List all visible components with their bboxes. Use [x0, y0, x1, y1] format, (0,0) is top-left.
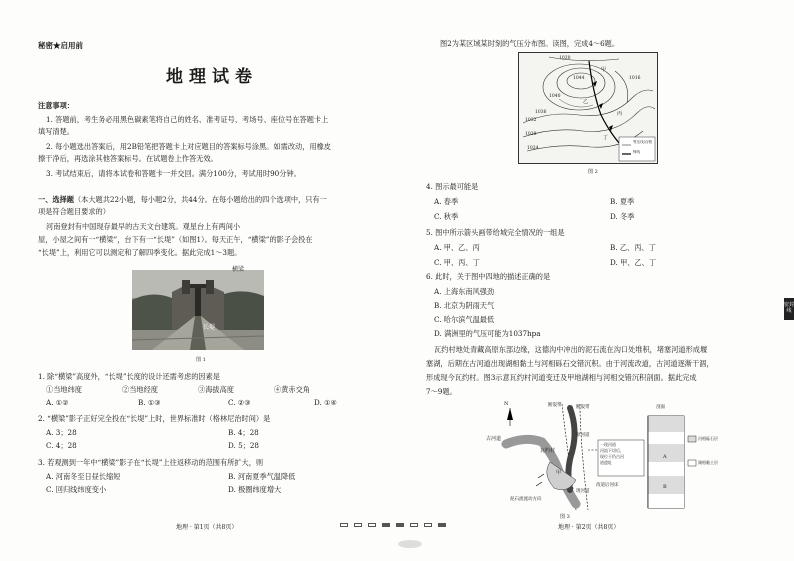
secret-label: 秘密★启用前	[38, 41, 83, 50]
isobar-label: 1040	[549, 94, 561, 99]
q3-option-a[interactable]: A. 河南冬至日昼长缩短	[46, 472, 121, 481]
village-label: 瓦约村	[540, 448, 556, 454]
exam-page-1	[28, 0, 396, 561]
q1-option-b[interactable]: B. ①③	[138, 398, 161, 407]
q6-option-b[interactable]: B. 北京为阴雨天气	[434, 301, 495, 310]
page-2-footer: 地理 · 第2页（共8页）	[558, 524, 620, 531]
question-1-stem: 1. 除“横梁”高度外，“长堤”长度的设计还需考虑的因素是	[38, 372, 220, 381]
legend-gravel: 河相砾石层	[698, 436, 718, 441]
q1-item: ③海拔高度	[198, 385, 234, 394]
north-label: N	[504, 401, 509, 407]
q5-option-c[interactable]: C. 甲、丙、丁	[434, 258, 480, 267]
q6-option-c[interactable]: C. 哈尔滨气温最低	[434, 315, 495, 324]
question-4-stem: 4. 图示最可能是	[426, 182, 479, 191]
q5-option-b[interactable]: B. 乙、丙、丁	[610, 243, 656, 252]
isobar-label: 1024	[527, 146, 539, 151]
figure-2-caption: 图 2	[588, 169, 598, 175]
q1-item: ①当地纬度	[46, 385, 82, 394]
section-desc-2: 项是符合题目要求的）	[38, 207, 110, 216]
isobar-label: 1020	[559, 56, 571, 61]
q4-option-b[interactable]: B. 夏季	[610, 197, 635, 206]
q2-option-c[interactable]: C. 4；28	[46, 441, 77, 450]
figure-1-caption: 图 1	[196, 357, 206, 363]
q4-option-c[interactable]: C. 秋季	[434, 212, 459, 221]
exam-title: 地理试卷	[166, 67, 258, 87]
q1-option-d[interactable]: D. ①④	[314, 398, 337, 407]
question-3-stem: 3. 若观测到一年中“横梁”影子在“长堤”上往返移动的范围有所扩大，则	[38, 458, 264, 467]
bed-label: 改道后河床	[596, 483, 619, 488]
passage-2-line: 形成现今瓦约村。图3示意瓦约村河道变迁及甲地湖相与河相交错沉积剖面。据此完成	[426, 373, 697, 382]
fig1-label-dike: 长堤	[203, 324, 216, 331]
fault-label: 断裂带	[548, 403, 562, 408]
profile-a-label: A	[663, 454, 667, 460]
passage-line: “长堤”上，利用它可以测定和了解四季变化。据此完成1～3题。	[38, 248, 242, 257]
isobar-label: 1016	[629, 76, 641, 81]
place-label-yi: 乙	[583, 99, 589, 105]
note-line: 填写清楚。	[38, 127, 74, 136]
q5-option-a[interactable]: A. 甲、乙、丙	[434, 243, 480, 252]
figure-1-photo	[132, 266, 264, 350]
old-river-label: 古河道	[486, 436, 502, 442]
passage-2-line: 塞湖，后期在古河道出现湖相黏土与河相砾石交错沉积。由于河流改道，古河道逐渐干涸，	[426, 359, 714, 368]
legend-front: 锋线	[633, 150, 641, 154]
q2-option-b[interactable]: B. 4；28	[228, 428, 259, 437]
profile-label: 剖面	[656, 405, 665, 410]
question-6-stem: 6. 此时，关于图中四地的描述正确的是	[426, 272, 551, 281]
q4-6-intro: 图2为某区域某时刻的气压分布图。读图，完成4～6题。	[440, 39, 620, 48]
q5-option-d[interactable]: D. 甲、乙、丁	[610, 258, 657, 267]
isobar-label: 1028	[525, 132, 537, 137]
section-desc: （本大题共22小题，每小题2分，共44分。在每小题给出的四个选项中，只有一	[73, 195, 327, 204]
note-line: 3. 考试结束后，请将本试卷和答题卡一并交回。满分100分，考试用时90分钟。	[46, 169, 301, 178]
isobar-label: 1036	[535, 110, 547, 115]
q3-option-c[interactable]: C. 回归线纬度变小	[46, 485, 107, 494]
question-2-stem: 2. “横梁”影子正好完全投在“长堤”上时，世界标准时（格林尼治时间）是	[38, 414, 271, 423]
figure-2-isobar-map	[518, 52, 658, 164]
debris-flow-label: 泥石流流动方向	[510, 497, 542, 502]
current-river-label: 现河道	[576, 489, 590, 494]
fig3-callout: 一现河道 河流下切后， 现位于仍古河 道遗址	[600, 442, 624, 465]
note-line: 擦干净后，再选涂其他答案标号。在试题卷上作答无效。	[38, 154, 218, 163]
q6-option-d[interactable]: D. 满洲里的气压可能为1037hpa	[434, 329, 541, 338]
q2-option-a[interactable]: A. 3；28	[46, 428, 77, 437]
place-label-ding: 丁	[603, 135, 609, 141]
binding-tab: 密封线	[784, 298, 794, 320]
q2-option-d[interactable]: D. 5；28	[228, 441, 259, 450]
fig1-label-beam: 横梁	[232, 266, 245, 273]
place-label-jia: 甲	[601, 67, 607, 73]
isobar-label: 1044	[573, 76, 585, 81]
profile-b-label: B	[663, 484, 667, 490]
q3-option-d[interactable]: D. 极圈纬度增大	[228, 485, 282, 494]
q3-option-b[interactable]: B. 河南夏季气温降低	[228, 472, 296, 481]
isobar-label: 1032	[525, 118, 537, 123]
note-line: 1. 答题前，考生务必用黑色碳素笔将自己的姓名、准考证号、考场号、座位号在答题卡上	[46, 115, 329, 124]
q1-item: ④黄赤交角	[274, 385, 310, 394]
notice-heading: 注意事项：	[38, 101, 74, 110]
legend-clay: 湖相黏土层	[698, 460, 718, 465]
original-river-label: 原河道	[576, 433, 590, 438]
q6-option-a[interactable]: A. 上海东南风强劲	[434, 287, 495, 296]
section-heading: 一、选择题	[38, 195, 74, 204]
figure-3-caption: 图 3	[560, 514, 570, 520]
passage-line: 屋，小屋之间有一“横梁”，台下有一“长堤”（如图1）。每天正午，“横梁”的影子会投在	[38, 235, 313, 244]
q1-option-c[interactable]: C. ②③	[228, 398, 251, 407]
q4-option-d[interactable]: D. 冬季	[610, 212, 635, 221]
site-jia-label: 甲	[556, 470, 562, 476]
question-5-stem: 5. 图中所示箭头画带给城完全情况的一组是	[426, 228, 565, 237]
exam-page-2	[418, 0, 770, 561]
q4-option-a[interactable]: A. 春季	[434, 197, 459, 206]
note-line: 2. 每小题选出答案后，用2B铅笔把答题卡上对应题目的答案标号涂黑。如需改动，用橡皮	[46, 142, 331, 151]
passage-2-line: 瓦约村地处青藏高原东部边缘，这德沟中冲出的泥石流在沟口处堆积，堵塞河道形成堰	[434, 345, 708, 354]
passage-line: 河南登封有中国现存最早的古天文台建筑。观星台上有两间小	[46, 222, 241, 231]
q1-item: ②当地经度	[122, 385, 158, 394]
fault-label: 断裂带	[576, 405, 590, 410]
page-1-footer: 地理 · 第1页（共8页）	[176, 524, 238, 531]
figure-3-river-diagram	[480, 400, 720, 512]
legend-isobar: 等压线/百帕	[633, 140, 653, 144]
q1-option-a[interactable]: A. ①②	[46, 398, 69, 407]
place-label-bing: 丙	[617, 111, 623, 117]
passage-2-line: 7～9题。	[426, 387, 457, 396]
fold-mark	[398, 540, 422, 548]
